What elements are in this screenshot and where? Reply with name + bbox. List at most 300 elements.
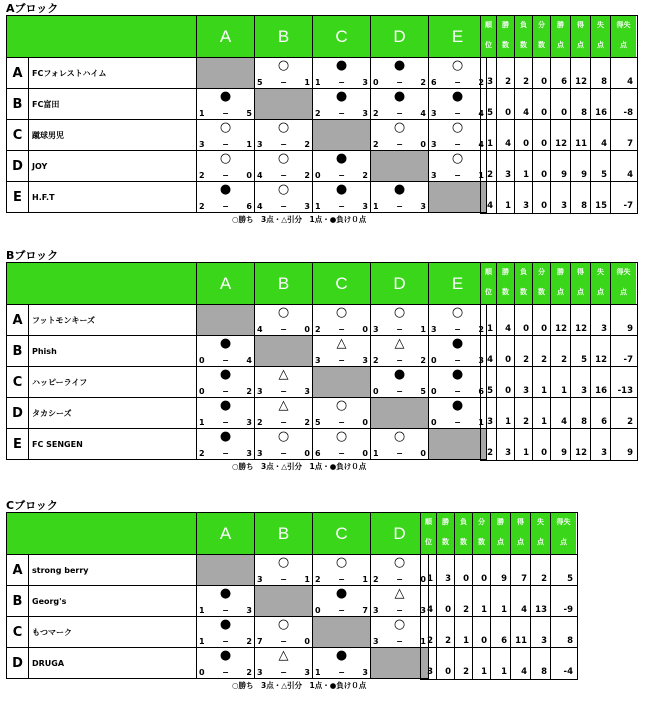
table-row xyxy=(7,58,487,89)
match-result-cell xyxy=(313,586,371,617)
stat-value: 5 xyxy=(601,170,607,180)
stat-value: 0 xyxy=(541,170,547,180)
score-dash: − xyxy=(454,356,461,365)
match-score xyxy=(315,606,368,615)
stat-value: 0 xyxy=(523,324,529,334)
stat-value: -8 xyxy=(623,108,633,118)
match-result-cell xyxy=(255,151,313,182)
match-score xyxy=(199,668,252,677)
result-symbol: ● xyxy=(393,182,406,197)
score-dash: − xyxy=(280,668,287,677)
match-result-cell xyxy=(371,429,429,460)
score-against: 1 xyxy=(420,637,426,646)
score-dash: − xyxy=(338,325,345,334)
result-symbol: ● xyxy=(335,182,348,197)
score-dash: − xyxy=(222,668,229,677)
stat-header xyxy=(571,263,590,305)
stat-value: 16 xyxy=(595,108,607,118)
score-for: 1 xyxy=(199,637,205,646)
table-row xyxy=(7,429,487,460)
stat-value: 4 xyxy=(487,355,493,365)
team-name: H.F.T xyxy=(29,182,197,213)
result-symbol: ○ xyxy=(451,58,464,73)
score-against: 3 xyxy=(420,606,426,615)
match-result-cell xyxy=(197,429,255,460)
match-score xyxy=(373,140,426,149)
stat-value: 3 xyxy=(601,448,607,458)
stat-value: 9 xyxy=(561,170,567,180)
stat-value: 4 xyxy=(427,605,433,615)
match-result-cell xyxy=(255,367,313,398)
header-blank xyxy=(7,16,197,58)
result-symbol: ● xyxy=(219,89,232,104)
stat-header-line1: 負 xyxy=(520,268,527,276)
header-blank xyxy=(7,263,197,305)
stat-header-line1: 勝 xyxy=(502,21,509,29)
result-symbol: ● xyxy=(335,648,348,663)
score-against: 2 xyxy=(304,140,310,149)
result-symbol: ○ xyxy=(393,555,406,570)
stat-header-line1: 負 xyxy=(460,518,467,526)
score-for: 2 xyxy=(199,171,205,180)
stat-header-line1: 得失 xyxy=(616,21,631,29)
score-against: 0 xyxy=(362,418,368,427)
match-result-cell xyxy=(313,336,371,367)
stat-header xyxy=(551,263,570,305)
stat-header xyxy=(611,263,636,305)
score-against: 0 xyxy=(304,325,310,334)
score-for: 3 xyxy=(257,140,263,149)
match-result-cell xyxy=(371,305,429,336)
result-symbol: ○ xyxy=(277,617,290,632)
stat-value: 1 xyxy=(523,448,529,458)
result-symbol: ● xyxy=(219,182,232,197)
stat-value: 1 xyxy=(481,667,487,677)
row-label: C xyxy=(7,617,29,648)
score-dash: − xyxy=(222,202,229,211)
stat-value: 12 xyxy=(575,77,587,87)
result-symbol: ● xyxy=(219,367,232,382)
stat-value: 4 xyxy=(627,77,633,87)
stat-header xyxy=(571,16,590,58)
stat-value: 8 xyxy=(581,201,587,211)
score-against: 4 xyxy=(478,109,484,118)
stat-header-line1: 分 xyxy=(538,21,545,29)
match-score xyxy=(315,356,368,365)
score-for: 3 xyxy=(257,387,263,396)
score-for: 0 xyxy=(315,606,321,615)
stat-value: 4 xyxy=(601,139,607,149)
match-result-cell xyxy=(429,120,487,151)
row-label: B xyxy=(7,336,29,367)
score-for: 0 xyxy=(431,418,437,427)
score-dash: − xyxy=(454,78,461,87)
stat-value: 1 xyxy=(463,636,469,646)
stat-value: -7 xyxy=(623,355,633,365)
result-symbol: ○ xyxy=(335,555,348,570)
result-symbol: ○ xyxy=(277,182,290,197)
self-match-cell xyxy=(197,58,255,89)
stat-header xyxy=(611,16,636,58)
table-row xyxy=(7,586,429,617)
match-result-cell xyxy=(429,367,487,398)
score-against: 3 xyxy=(478,356,484,365)
score-for: 3 xyxy=(373,325,379,334)
results-grid xyxy=(6,15,487,213)
stat-value: 5 xyxy=(487,386,493,396)
stat-value: 2 xyxy=(541,355,547,365)
stat-header-line2: 数 xyxy=(442,538,449,546)
result-symbol: ● xyxy=(335,89,348,104)
score-for: 5 xyxy=(315,418,321,427)
stat-value: 0 xyxy=(541,139,547,149)
match-score xyxy=(257,418,310,427)
match-result-cell xyxy=(255,555,313,586)
results-grid xyxy=(6,262,487,460)
column-header: A xyxy=(197,513,255,555)
score-for: 1 xyxy=(199,606,205,615)
score-against: 2 xyxy=(304,418,310,427)
match-result-cell xyxy=(255,58,313,89)
standings-table xyxy=(480,15,638,214)
stat-header xyxy=(437,513,454,555)
column-header: A xyxy=(197,263,255,305)
match-result-cell xyxy=(429,151,487,182)
table-row xyxy=(7,367,487,398)
score-against: 3 xyxy=(304,668,310,677)
stat-value: 6 xyxy=(601,417,607,427)
match-result-cell xyxy=(429,305,487,336)
stat-header-line2: 数 xyxy=(502,288,509,296)
score-dash: − xyxy=(396,387,403,396)
result-symbol: ● xyxy=(219,617,232,632)
match-score xyxy=(257,171,310,180)
score-for: 2 xyxy=(315,109,321,118)
result-symbol: ● xyxy=(393,58,406,73)
stat-value: 2 xyxy=(487,448,493,458)
score-for: 2 xyxy=(199,449,205,458)
match-result-cell xyxy=(255,182,313,213)
result-symbol: △ xyxy=(278,648,289,663)
match-score xyxy=(257,78,310,87)
table-row xyxy=(7,398,487,429)
match-result-cell xyxy=(429,336,487,367)
score-for: 3 xyxy=(373,606,379,615)
score-for: 2 xyxy=(373,356,379,365)
match-result-cell xyxy=(429,89,487,120)
result-symbol: ● xyxy=(451,367,464,382)
score-against: 3 xyxy=(362,356,368,365)
match-score xyxy=(315,418,368,427)
stat-header-line2: 点 xyxy=(597,288,604,296)
stat-value: 2 xyxy=(445,636,451,646)
stat-value: 15 xyxy=(595,201,607,211)
stat-header xyxy=(533,16,550,58)
score-for: 1 xyxy=(199,418,205,427)
stat-header xyxy=(497,263,514,305)
column-header: E xyxy=(429,16,487,58)
match-score xyxy=(373,356,426,365)
stat-value: 11 xyxy=(515,636,527,646)
stat-header-line1: 得 xyxy=(577,21,584,29)
match-score xyxy=(199,202,252,211)
score-for: 2 xyxy=(373,575,379,584)
legend: ○勝ち 3点・△引分 1点・●負け０点 xyxy=(232,681,367,690)
result-symbol: △ xyxy=(394,586,405,601)
match-result-cell xyxy=(197,586,255,617)
score-for: 2 xyxy=(373,140,379,149)
result-symbol: ● xyxy=(451,336,464,351)
score-against: 0 xyxy=(304,449,310,458)
stat-header-line1: 勝 xyxy=(557,268,564,276)
stat-header-line1: 勝 xyxy=(502,268,509,276)
score-for: 5 xyxy=(257,78,263,87)
result-symbol: ○ xyxy=(277,429,290,444)
score-dash: − xyxy=(396,575,403,584)
stat-value: 0 xyxy=(541,201,547,211)
score-dash: − xyxy=(454,109,461,118)
column-header: B xyxy=(255,263,313,305)
stat-header-line2: 点 xyxy=(597,41,604,49)
result-symbol: △ xyxy=(278,367,289,382)
match-score xyxy=(431,325,484,334)
score-against: 4 xyxy=(420,109,426,118)
row-label: D xyxy=(7,648,29,679)
block-title: Aブロック xyxy=(6,2,59,15)
score-for: 6 xyxy=(315,449,321,458)
self-match-cell xyxy=(371,151,429,182)
stat-header xyxy=(515,263,532,305)
match-score xyxy=(431,78,484,87)
score-against: 5 xyxy=(246,109,252,118)
score-against: 3 xyxy=(362,78,368,87)
score-for: 0 xyxy=(373,387,379,396)
team-name: FC富田 xyxy=(29,89,197,120)
stat-header-line2: 数 xyxy=(460,538,467,546)
match-score xyxy=(257,202,310,211)
row-label: C xyxy=(7,120,29,151)
table-row xyxy=(7,648,429,679)
match-result-cell xyxy=(313,555,371,586)
column-header: C xyxy=(313,16,371,58)
stat-value: 13 xyxy=(535,605,547,615)
stat-value: 12 xyxy=(555,139,567,149)
score-dash: − xyxy=(396,325,403,334)
stat-header-line2: 点 xyxy=(537,538,544,546)
score-for: 1 xyxy=(373,202,379,211)
result-symbol: ● xyxy=(451,398,464,413)
score-against: 7 xyxy=(362,606,368,615)
score-dash: − xyxy=(338,109,345,118)
stat-value: 4 xyxy=(487,201,493,211)
score-for: 3 xyxy=(257,668,263,677)
score-dash: − xyxy=(338,171,345,180)
table-row xyxy=(7,305,487,336)
score-against: 1 xyxy=(304,78,310,87)
score-dash: − xyxy=(280,78,287,87)
stat-value: 7 xyxy=(627,139,633,149)
score-against: 2 xyxy=(420,78,426,87)
score-for: 2 xyxy=(315,575,321,584)
result-symbol: ○ xyxy=(219,120,232,135)
match-score xyxy=(373,202,426,211)
team-name: DRUGA xyxy=(29,648,197,679)
stat-value: 1 xyxy=(561,386,567,396)
match-score xyxy=(257,387,310,396)
row-label: B xyxy=(7,89,29,120)
match-score xyxy=(315,325,368,334)
score-dash: − xyxy=(280,202,287,211)
stat-header xyxy=(533,263,550,305)
score-for: 0 xyxy=(199,356,205,365)
stat-value: 0 xyxy=(541,324,547,334)
stat-value: 2 xyxy=(541,574,547,584)
match-result-cell xyxy=(371,89,429,120)
team-name: strong berry xyxy=(29,555,197,586)
score-dash: − xyxy=(280,418,287,427)
stat-value: 6 xyxy=(501,636,507,646)
match-result-cell xyxy=(313,182,371,213)
stat-value: 4 xyxy=(523,108,529,118)
match-result-cell xyxy=(255,398,313,429)
match-score xyxy=(199,140,252,149)
match-score xyxy=(257,637,310,646)
score-for: 3 xyxy=(257,449,263,458)
score-dash: − xyxy=(338,606,345,615)
match-result-cell xyxy=(313,398,371,429)
score-dash: − xyxy=(222,109,229,118)
stat-value: 1 xyxy=(523,170,529,180)
self-match-cell xyxy=(313,617,371,648)
score-dash: − xyxy=(280,171,287,180)
stat-value: 0 xyxy=(541,108,547,118)
stat-value: 1 xyxy=(427,574,433,584)
match-result-cell xyxy=(313,151,371,182)
score-for: 3 xyxy=(431,171,437,180)
result-symbol: ● xyxy=(219,429,232,444)
self-match-cell xyxy=(429,429,487,460)
result-symbol: ○ xyxy=(335,305,348,320)
match-score xyxy=(373,387,426,396)
score-dash: − xyxy=(396,449,403,458)
score-against: 0 xyxy=(420,449,426,458)
stat-header-line2: 点 xyxy=(497,538,504,546)
column-header: A xyxy=(197,16,255,58)
score-dash: − xyxy=(454,171,461,180)
score-against: 1 xyxy=(246,140,252,149)
match-result-cell xyxy=(371,182,429,213)
match-score xyxy=(373,325,426,334)
score-against: 0 xyxy=(420,575,426,584)
stat-header-line2: 数 xyxy=(538,41,545,49)
result-symbol: ● xyxy=(335,586,348,601)
score-against: 2 xyxy=(362,171,368,180)
score-for: 2 xyxy=(373,109,379,118)
result-symbol: ● xyxy=(219,586,232,601)
stat-value: 5 xyxy=(581,355,587,365)
result-symbol: ○ xyxy=(277,305,290,320)
match-result-cell xyxy=(313,648,371,679)
result-symbol: ● xyxy=(219,336,232,351)
score-for: 2 xyxy=(199,202,205,211)
stat-header-line1: 勝 xyxy=(497,518,504,526)
score-for: 0 xyxy=(431,387,437,396)
stat-value: 0 xyxy=(463,574,469,584)
stat-value: 3 xyxy=(427,667,433,677)
match-score xyxy=(373,449,426,458)
legend: ○勝ち 3点・△引分 1点・●負け０点 xyxy=(232,215,367,224)
row-label: E xyxy=(7,429,29,460)
score-dash: − xyxy=(280,575,287,584)
score-against: 1 xyxy=(420,325,426,334)
score-dash: − xyxy=(222,387,229,396)
match-score xyxy=(315,78,368,87)
match-score xyxy=(373,575,426,584)
match-score xyxy=(431,171,484,180)
score-dash: − xyxy=(396,140,403,149)
score-dash: − xyxy=(222,140,229,149)
stat-header xyxy=(591,16,610,58)
stat-header-line2: 点 xyxy=(560,538,567,546)
self-match-cell xyxy=(255,336,313,367)
match-result-cell xyxy=(197,398,255,429)
stat-header-line1: 勝 xyxy=(557,21,564,29)
table-row xyxy=(7,89,487,120)
match-score xyxy=(257,140,310,149)
stat-value: 2 xyxy=(523,77,529,87)
score-for: 3 xyxy=(431,140,437,149)
stat-header-line1: 順 xyxy=(485,21,492,29)
result-symbol: △ xyxy=(336,336,347,351)
score-dash: − xyxy=(222,356,229,365)
stat-value: 1 xyxy=(541,386,547,396)
score-dash: − xyxy=(396,78,403,87)
result-symbol: ○ xyxy=(277,120,290,135)
score-dash: − xyxy=(338,78,345,87)
score-against: 3 xyxy=(246,418,252,427)
score-for: 0 xyxy=(199,387,205,396)
result-symbol: ○ xyxy=(277,555,290,570)
result-symbol: ● xyxy=(335,151,348,166)
match-score xyxy=(257,325,310,334)
score-dash: − xyxy=(338,449,345,458)
score-against: 3 xyxy=(246,449,252,458)
score-dash: − xyxy=(454,418,461,427)
score-for: 2 xyxy=(315,325,321,334)
stat-header-line1: 負 xyxy=(520,21,527,29)
stat-header-line1: 失 xyxy=(537,518,544,526)
stat-value: 0 xyxy=(561,108,567,118)
match-score xyxy=(431,109,484,118)
stat-value: 3 xyxy=(523,201,529,211)
stat-value: 0 xyxy=(505,108,511,118)
match-score xyxy=(431,140,484,149)
stat-value: 0 xyxy=(445,605,451,615)
stat-header-line2: 位 xyxy=(485,288,492,296)
score-dash: − xyxy=(396,202,403,211)
score-dash: − xyxy=(280,449,287,458)
score-dash: − xyxy=(338,202,345,211)
stat-header xyxy=(491,513,510,555)
stat-header xyxy=(551,513,576,555)
score-against: 0 xyxy=(246,171,252,180)
stat-header-line2: 数 xyxy=(520,41,527,49)
self-match-cell xyxy=(197,555,255,586)
score-against: 2 xyxy=(246,637,252,646)
stat-header xyxy=(421,513,436,555)
stat-value: 8 xyxy=(581,417,587,427)
match-result-cell xyxy=(197,182,255,213)
